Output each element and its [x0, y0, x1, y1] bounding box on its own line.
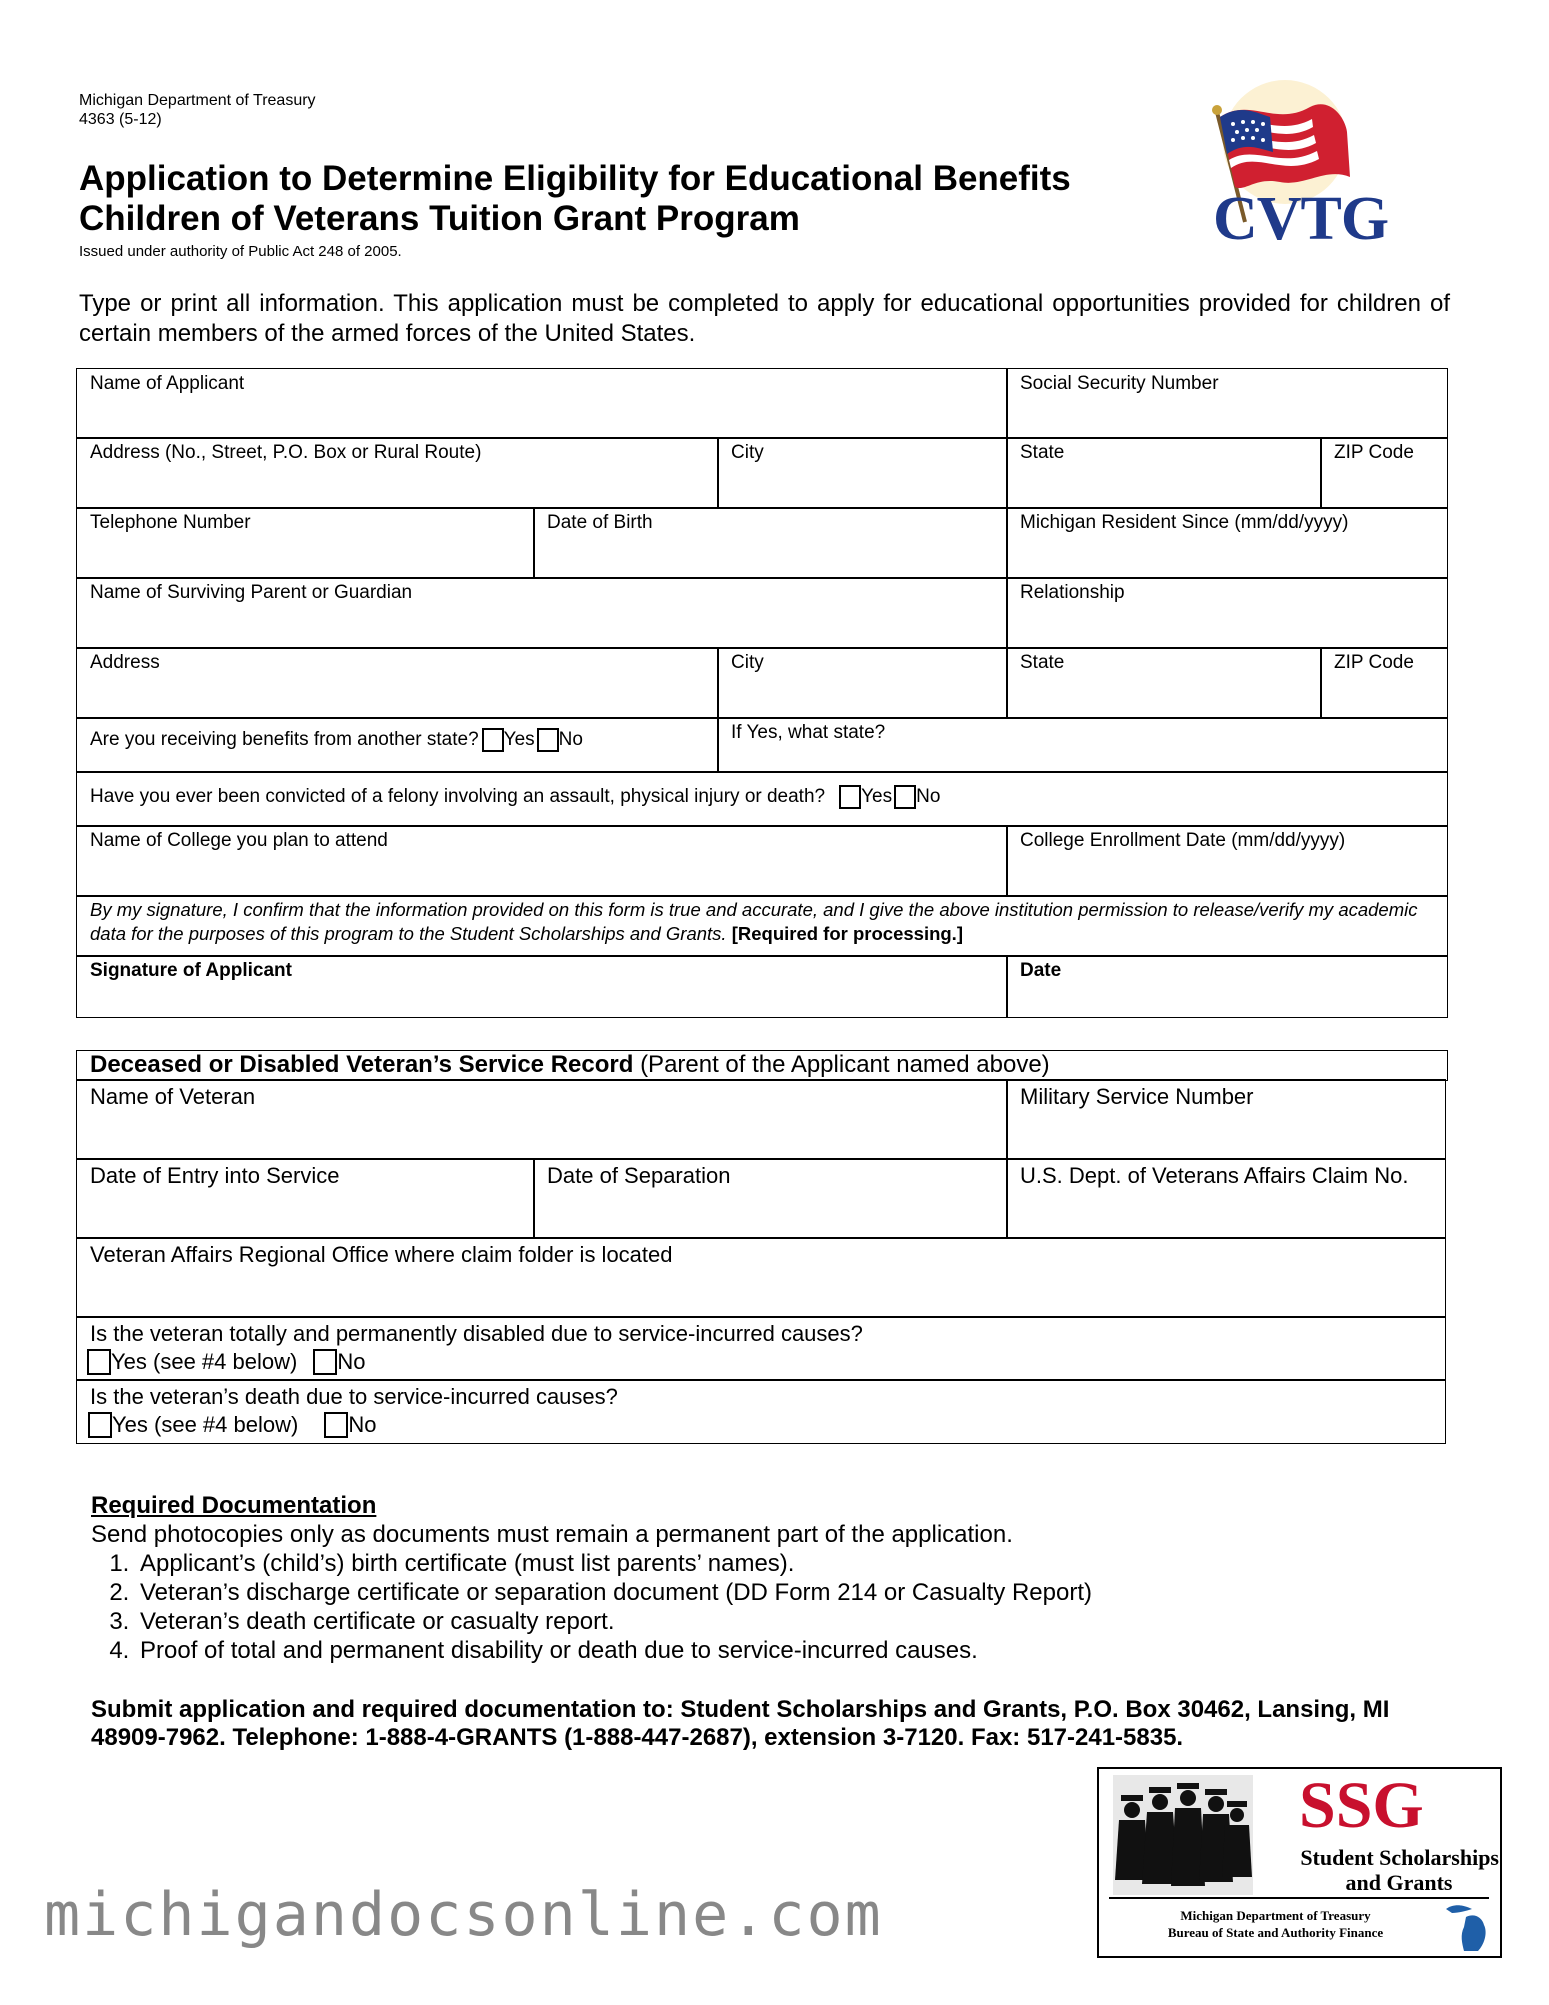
michigan-map-icon: [1444, 1899, 1494, 1953]
applicant-section: [76, 368, 1448, 1018]
documentation-list: [91, 1549, 1092, 1665]
entry-date-field[interactable]: Date of Entry into Service: [76, 1158, 535, 1239]
dob-field[interactable]: Date of Birth: [533, 507, 1008, 579]
other-state-no-checkbox[interactable]: [537, 728, 559, 752]
veteran-name-field[interactable]: Name of Veteran: [76, 1079, 1008, 1160]
cvtg-logo: [1195, 72, 1389, 253]
intro-text: Type or print all information. This application must be completed to apply for educational opportunities provided for children of certain members of the armed forces of the United States.: [79, 290, 1450, 347]
state-field[interactable]: State: [1006, 437, 1322, 509]
disabled-yes-checkbox[interactable]: [87, 1349, 111, 1375]
disabled-no-checkbox[interactable]: [313, 1349, 337, 1375]
telephone-field[interactable]: Telephone Number: [76, 507, 535, 579]
ssg-logo-divider: [1109, 1897, 1489, 1899]
ssn-field[interactable]: Social Security Number: [1006, 368, 1448, 439]
authority-note: Issued under authority of Public Act 248 of 2005.: [79, 243, 402, 260]
graduates-icon: [1113, 1775, 1253, 1895]
enrollment-date-field[interactable]: College Enrollment Date (mm/dd/yyyy): [1006, 825, 1448, 897]
ssg-logo-abbr: SSG: [1299, 1769, 1424, 1842]
signature-date-field[interactable]: Date: [1006, 955, 1448, 1018]
documentation-note: Send photocopies only as documents must remain a permanent part of the application.: [91, 1521, 1013, 1548]
form-subtitle: Children of Veterans Tuition Grant Program: [79, 199, 800, 238]
felony-question: Have you ever been convicted of a felony involving an assault, physical injury or death? Yes No: [76, 771, 1448, 827]
ssg-logo-dept: Michigan Department of Treasury Bureau of State and Authority Finance: [1167, 1908, 1384, 1940]
documentation-item: 1. Applicant’s (child’s) birth certificate (must list parents’ names).: [136, 1549, 1092, 1578]
regional-office-field[interactable]: Veteran Affairs Regional Office where claim folder is located: [76, 1237, 1446, 1318]
form-title: Application to Determine Eligibility for Educational Benefits: [79, 159, 1071, 198]
parent-zip-field[interactable]: ZIP Code: [1320, 647, 1448, 719]
parent-state-field[interactable]: State: [1006, 647, 1322, 719]
other-state-question: Are you receiving benefits from another state? Yes No: [76, 717, 719, 773]
veteran-section: [76, 1050, 1448, 1444]
resident-since-field[interactable]: Michigan Resident Since (mm/dd/yyyy): [1006, 507, 1448, 579]
parent-city-field[interactable]: City: [717, 647, 1008, 719]
death-no-checkbox[interactable]: [324, 1412, 348, 1438]
other-state-yes-checkbox[interactable]: [482, 728, 504, 752]
va-claim-field[interactable]: U.S. Dept. of Veterans Affairs Claim No.: [1006, 1158, 1446, 1239]
address-field[interactable]: Address (No., Street, P.O. Box or Rural Route): [76, 437, 719, 509]
zip-field[interactable]: ZIP Code: [1320, 437, 1448, 509]
applicant-name-field[interactable]: Name of Applicant: [76, 368, 1008, 439]
documentation-item: 3. Veteran’s death certificate or casualty report.: [136, 1607, 1092, 1636]
which-state-field[interactable]: If Yes, what state?: [717, 717, 1448, 773]
signature-field[interactable]: Signature of Applicant: [76, 955, 1008, 1018]
separation-date-field[interactable]: Date of Separation: [533, 1158, 1008, 1239]
required-documentation: [91, 1491, 1092, 1665]
submit-instructions: Submit application and required documentation to: Student Scholarships and Grants, P.O. Box 30462, Lansing, MI 48909-7962. Telephone: 1-888-4-GRANTS (1-888-447-2687), extension 3-7120. Fax: 517-241-5835.: [91, 1696, 1390, 1751]
ssg-logo-name: Student Scholarships and Grants: [1300, 1845, 1499, 1895]
documentation-item: 2. Veteran’s discharge certificate or separation document (DD Form 214 or Casualty Report): [136, 1578, 1092, 1607]
death-question: Is the veteran’s death due to service-incurred causes? Yes (see #4 below) No: [76, 1379, 1446, 1444]
documentation-heading: Required Documentation: [91, 1492, 377, 1519]
disabled-question: Is the veteran totally and permanently disabled due to service-incurred causes? Yes (see #4 below) No: [76, 1316, 1446, 1381]
watermark: michigandocsonline.com: [44, 1880, 883, 1950]
felony-no-checkbox[interactable]: [894, 785, 916, 809]
death-yes-checkbox[interactable]: [88, 1412, 112, 1438]
parent-name-field[interactable]: Name of Surviving Parent or Guardian: [76, 577, 1008, 649]
service-number-field[interactable]: Military Service Number: [1006, 1079, 1446, 1160]
department-name: Michigan Department of Treasury: [79, 92, 316, 109]
form-number: 4363 (5-12): [79, 111, 162, 128]
documentation-item: 4. Proof of total and permanent disability or death due to service-incurred causes.: [136, 1636, 1092, 1665]
certification-statement: By my signature, I confirm that the information provided on this form is true and accurate, and I give the above institution permission to release/verify my academic data for the purposes of this program to the Student Scholarships and Grants. [Required for processing.]: [76, 895, 1448, 957]
relationship-field[interactable]: Relationship: [1006, 577, 1448, 649]
parent-address-field[interactable]: Address: [76, 647, 719, 719]
college-field[interactable]: Name of College you plan to attend: [76, 825, 1008, 897]
cvtg-logo-text: CVTG: [1213, 185, 1389, 253]
ssg-logo: [1097, 1767, 1502, 1958]
felony-yes-checkbox[interactable]: [839, 785, 861, 809]
city-field[interactable]: City: [717, 437, 1008, 509]
veteran-section-header: Deceased or Disabled Veteran’s Service Record (Parent of the Applicant named above): [76, 1050, 1448, 1081]
